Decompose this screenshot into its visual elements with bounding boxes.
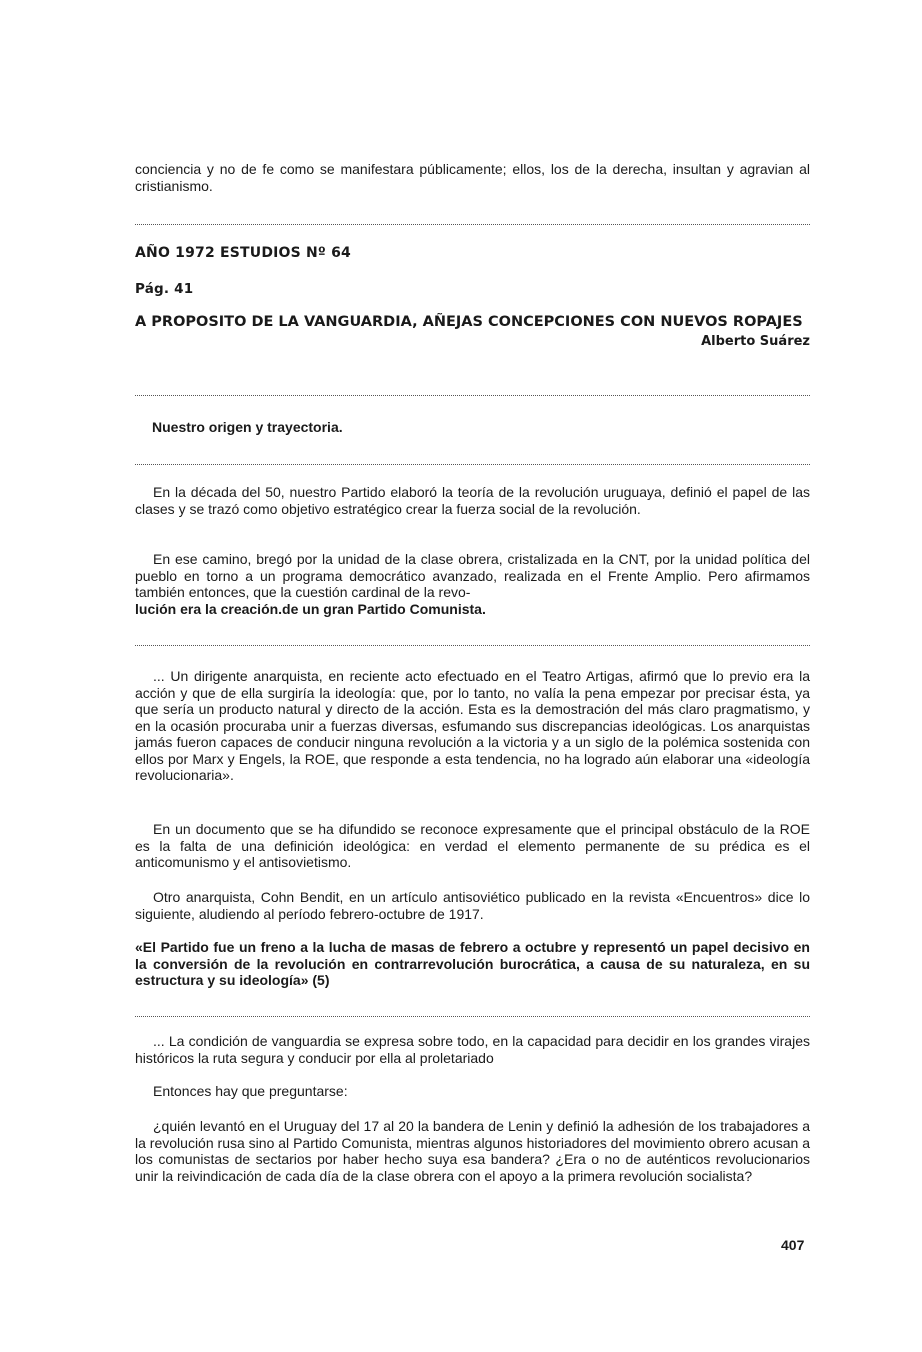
dotted-separator bbox=[135, 395, 810, 396]
paragraph-text: En la década del 50, nuestro Partido elaboró la teoría de la revolución uruguaya, definió el papel de las clases y se trazó como objetivo estratégico crear la fuerza social de la revolución. bbox=[135, 484, 810, 517]
paragraph-text: Otro anarquista, Cohn Bendit, en un artículo antisoviético publicado en la revista «Encuentros» dice lo siguiente, aludiendo al período febrero-octubre de 1917. bbox=[135, 889, 810, 922]
paragraph bbox=[135, 1083, 810, 1100]
paragraph bbox=[135, 1118, 810, 1184]
source-line: AÑO 1972 ESTUDIOS Nº 64 bbox=[135, 245, 351, 261]
source-page: Pág. 41 bbox=[135, 281, 194, 297]
article-title: A PROPOSITO DE LA VANGUARDIA, AÑEJAS CONCEPCIONES CON NUEVOS ROPAJES bbox=[135, 314, 803, 330]
paragraph bbox=[135, 668, 810, 784]
paragraph-text: En ese camino, bregó por la unidad de la clase obrera, cristalizada en la CNT, por la unidad política del pueblo en torno a un programa democrático avanzado, realizada en el Frente Amplio. Pero afirmamos también entonces, que la cuestión cardinal de la revo- bbox=[135, 551, 810, 600]
dotted-separator bbox=[135, 645, 810, 646]
paragraph bbox=[135, 821, 810, 871]
article-author: Alberto Suárez bbox=[701, 334, 810, 349]
intro-text: conciencia y no de fe como se manifestara públicamente; ellos, los de la derecha, insultan y agravian al cristianismo. bbox=[135, 161, 810, 194]
quote-paragraph bbox=[135, 939, 810, 989]
section-subtitle: Nuestro origen y trayectoria. bbox=[152, 419, 343, 435]
paragraph bbox=[135, 484, 810, 517]
paragraph-text-bold: lución era la creación.de un gran Partido Comunista. bbox=[135, 600, 486, 617]
paragraph bbox=[135, 889, 810, 922]
paragraph-text: Entonces hay que preguntarse: bbox=[153, 1083, 348, 1099]
intro-paragraph bbox=[135, 161, 810, 194]
paragraph bbox=[135, 551, 810, 617]
dotted-separator bbox=[135, 1016, 810, 1017]
paragraph-text: ... La condición de vanguardia se expresa sobre todo, en la capacidad para decidir en los grandes virajes históricos la ruta segura y conducir por ella al proletariado bbox=[135, 1033, 810, 1066]
page-number: 407 bbox=[781, 1237, 805, 1253]
paragraph-text: En un documento que se ha difundido se reconoce expresamente que el principal obstáculo de la ROE es la falta de una definición ideológica: en verdad el elemento permanente de su prédica es el anticomunismo y el antisovietismo. bbox=[135, 821, 810, 870]
paragraph-text: ... Un dirigente anarquista, en reciente acto efectuado en el Teatro Artigas, afirmó que lo previo era la acción y que de ella surgiría la ideología: que, por lo tanto, no valía la pena empezar por precisar ésta, ya que sería un producto natural y directo de la acción. Esta es la demostración del más claro pragmatismo, y en la ocasión procuraba unir a fuerzas diversas, esfumando sus discrepancias ideológicas. Los anarquistas jamás fueron capaces de conducir ninguna revolución a la victoria y a un siglo de la polémica sostenida con ellos por Marx y Engels, la ROE, que responde a esta tendencia, no ha logrado aún elaborar una «ideología revolucionaria». bbox=[135, 668, 810, 783]
paragraph-text: ¿quién levantó en el Uruguay del 17 al 20 la bandera de Lenin y definió la adhesión de los trabajadores a la revolución rusa sino al Partido Comunista, mientras algunos historiadores del movimiento obrero acusan a los comunistas de sectarios por haber hecho suya esa bandera? ¿Era o no de auténticos revolucionarios unir la reivindicación de cada día de la clase obrera con el apoyo a la primera revolución socialista? bbox=[135, 1118, 810, 1184]
paragraph bbox=[135, 1033, 810, 1066]
dotted-separator bbox=[135, 464, 810, 465]
quote-text: «El Partido fue un freno a la lucha de masas de febrero a octubre y representó un papel decisivo en la conversión de la revolución en contrarrevolución burocrática, a causa de su naturaleza, en su estructura y su ideología» (5) bbox=[135, 939, 810, 988]
article-header bbox=[135, 314, 810, 349]
dotted-separator bbox=[135, 224, 810, 225]
